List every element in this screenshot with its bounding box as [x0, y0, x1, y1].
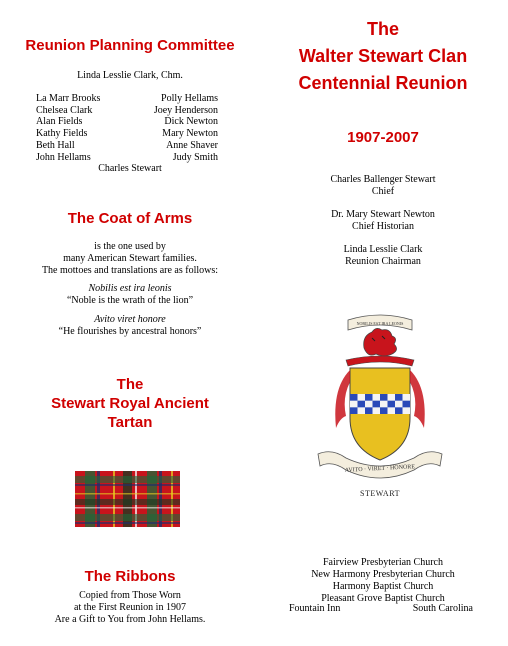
member-name: Joey Henderson: [153, 104, 218, 116]
reunion-years: 1907-2007: [347, 129, 419, 146]
reunion-title: [258, 16, 508, 97]
officer-name: Dr. Mary Stewart Newton: [331, 209, 435, 220]
tartan-heading: [0, 375, 260, 432]
officer-name: Charles Ballenger Stewart: [330, 174, 436, 185]
motto-latin: Nobilis est ira leonis: [88, 283, 172, 294]
state-name: South Carolina: [412, 603, 473, 614]
ribbons-line: Copied from Those Worn: [79, 590, 181, 601]
coat-of-arms-heading: The Coat of Arms: [67, 210, 193, 227]
committee-members: [36, 93, 218, 163]
top-scroll-text: NOBILIS EST IRA LEONIS: [356, 321, 404, 326]
title-line: Walter Stewart Clan: [298, 46, 468, 66]
committee-chair: Linda Lesslie Clark, Chm.: [77, 70, 183, 81]
wreath-band: [346, 356, 414, 366]
member-name: Polly Hellams: [161, 93, 218, 104]
officer-role: Chief Historian: [352, 221, 414, 232]
tartan-heading-line: Tartan: [107, 414, 153, 431]
member-name: Judy Smith: [172, 151, 218, 163]
ribbons-text: [0, 590, 260, 626]
member-name: Beth Hall: [36, 139, 75, 151]
church-name: Pleasant Grove Baptist Church: [321, 593, 445, 604]
motto-one: [0, 283, 260, 307]
location-row: [289, 603, 473, 615]
committee-heading: Reunion Planning Committee: [25, 37, 235, 54]
member-name: Mary Newton: [162, 128, 218, 140]
church-list: [258, 557, 508, 605]
motto-two: [0, 314, 260, 338]
motto-translation: “Noble is the wrath of the lion”: [66, 295, 194, 306]
member-name: John Hellams: [36, 151, 91, 163]
stewart-coat-of-arms-image: [312, 308, 448, 504]
ribbons-heading: The Ribbons: [84, 568, 176, 585]
fess-checky: [350, 394, 410, 414]
committee-last-member: Charles Stewart: [98, 163, 162, 174]
member-name: Anne Shaver: [166, 139, 218, 151]
officer-role: Reunion Chairman: [345, 256, 421, 267]
officer-historian: [258, 209, 508, 233]
officer-role: Chief: [371, 186, 395, 197]
desc-line: The mottoes and translations are as follows:: [41, 265, 219, 276]
coat-of-arms-description: [0, 241, 260, 277]
tartan-heading-line: The: [116, 376, 144, 393]
tartan-swatch-image: [75, 471, 180, 527]
member-row: [36, 128, 218, 140]
member-row: [36, 152, 218, 164]
church-name: Harmony Baptist Church: [332, 581, 434, 592]
town-name: Fountain Inn: [289, 603, 341, 614]
officer-name: Linda Lesslie Clark: [343, 244, 423, 255]
lion-crest-icon: [364, 328, 397, 356]
crest-name-text: STEWART: [360, 489, 400, 498]
member-name: Chelsea Clark: [36, 104, 93, 116]
officer-chief: [258, 174, 508, 198]
title-line: Centennial Reunion: [298, 73, 468, 93]
member-name: La Marr Brooks: [36, 93, 101, 104]
church-name: New Harmony Presbyterian Church: [311, 569, 455, 580]
member-name: Alan Fields: [36, 116, 83, 128]
motto-latin: Avito viret honore: [94, 314, 166, 325]
member-row: [36, 140, 218, 152]
officer-chairman: [258, 244, 508, 268]
title-line: The: [366, 19, 399, 39]
motto-translation: “He flourishes by ancestral honors”: [58, 326, 202, 337]
member-row: [36, 93, 218, 105]
member-name: Dick Newton: [164, 116, 218, 128]
member-name: Kathy Fields: [36, 128, 88, 140]
desc-line: many American Stewart families.: [63, 253, 197, 264]
ribbons-line: Are a Gift to You from John Hellams.: [54, 614, 206, 625]
church-name: Fairview Presbyterian Church: [323, 557, 443, 568]
member-row: [36, 116, 218, 128]
member-row: [36, 105, 218, 117]
mantling-right: [410, 370, 425, 428]
mantling-left: [335, 370, 350, 428]
desc-line: is the one used by: [94, 241, 166, 252]
bottom-scroll-text: AVITO · VIRET · HONORE: [344, 464, 416, 474]
tartan-heading-line: Stewart Royal Ancient: [51, 395, 209, 412]
ribbons-line: at the First Reunion in 1907: [74, 602, 186, 613]
